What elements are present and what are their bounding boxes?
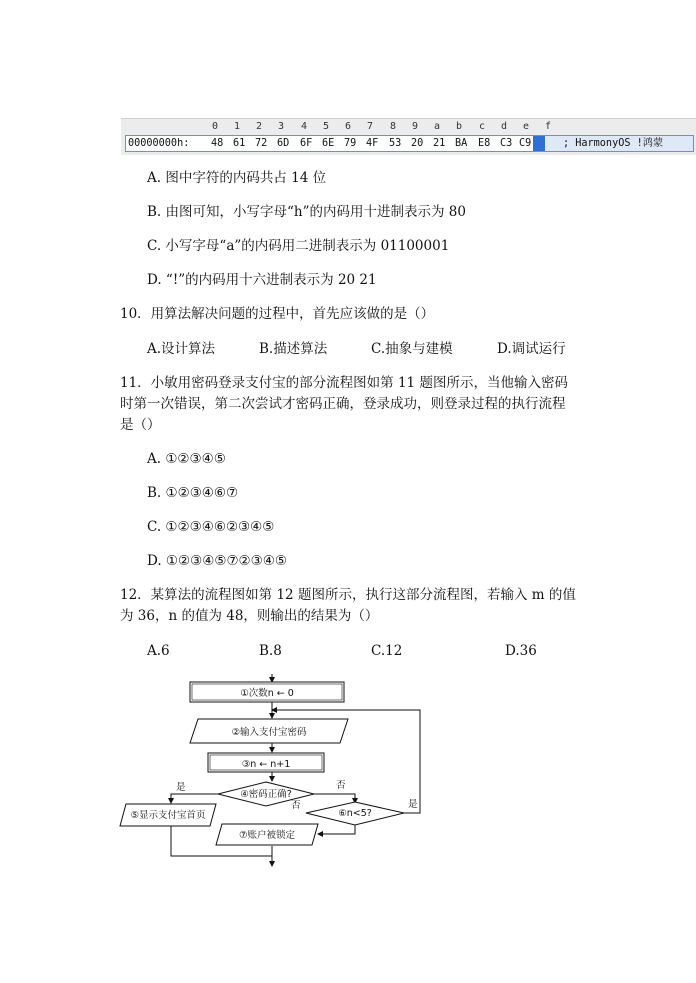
- q11-option-a: A. ①②③④⑤: [147, 451, 226, 467]
- q12-option-c: C.12: [371, 643, 403, 659]
- hex-data-row: [125, 135, 694, 152]
- hex-byte: 20: [411, 138, 424, 149]
- q9-option-d: D. “!”的内码用十六进制表示为 20 21: [147, 272, 377, 288]
- flow-step-2-label: ②输入支付宝密码: [231, 727, 307, 738]
- q11-stem-line2: 时第一次错误，第二次尝试才密码正确，登录成功，则登录过程的执行流程: [120, 396, 566, 412]
- hex-ascii-text: ; HarmonyOS !鸿蒙: [563, 138, 664, 149]
- hex-col: a: [434, 121, 441, 132]
- q12-option-b: B.8: [259, 643, 282, 659]
- hex-col: 0: [212, 121, 219, 132]
- hex-byte: E8: [478, 138, 491, 149]
- flow-label-no: 否: [336, 780, 346, 791]
- q11-option-d: D. ①②③④⑤⑦②③④⑤: [147, 553, 287, 569]
- flow-step-1-label: ①次数n ← 0: [240, 688, 294, 699]
- hex-byte: 48: [211, 138, 224, 149]
- hex-byte: 6D: [277, 138, 290, 149]
- hex-col: 8: [390, 121, 397, 132]
- q11-stem-line1: 11．小敏用密码登录支付宝的部分流程图如第 11 题图所示，当他输入密码: [120, 375, 568, 391]
- flow-step-5-label: ⑤显示支付宝首页: [130, 810, 206, 821]
- flow-step-3-label: ③n ← n+1: [241, 759, 291, 770]
- hex-col: 7: [367, 121, 374, 132]
- login-flowchart: [118, 668, 428, 873]
- q10-option-a: A.设计算法: [147, 341, 216, 357]
- hex-col: b: [456, 121, 463, 132]
- hex-byte: 53: [389, 138, 402, 149]
- hex-col: 1: [234, 121, 241, 132]
- flow-decision-4-label: ④密码正确?: [240, 789, 292, 800]
- hex-byte: 79: [344, 138, 357, 149]
- hex-col: d: [501, 121, 508, 132]
- hex-cursor[interactable]: [533, 136, 545, 151]
- q12-option-d: D.36: [505, 643, 537, 659]
- flow-arrow: [318, 825, 355, 834]
- q10-option-b: B.描述算法: [259, 341, 328, 357]
- hex-byte: 4F: [366, 138, 379, 149]
- hex-col: 9: [412, 121, 419, 132]
- q12-stem-line1: 12．某算法的流程图如第 12 题图所示，执行这部分流程图，若输入 m 的值: [120, 587, 576, 603]
- flow-arrow: [171, 794, 218, 803]
- q11-option-c: C. ①②③④⑥②③④⑤: [147, 519, 275, 535]
- q10-option-c: C.抽象与建模: [371, 341, 453, 357]
- hex-col: 4: [301, 121, 308, 132]
- hex-col: c: [479, 121, 486, 132]
- q10-stem: 10．用算法解决问题的过程中，首先应该做的是（）: [120, 306, 435, 322]
- hex-byte: BA: [455, 138, 468, 149]
- hex-byte: C9: [519, 138, 532, 149]
- q11-option-b: B. ①②③④⑥⑦: [147, 485, 239, 501]
- q9-option-c: C. 小写字母“a”的内码用二进制表示为 01100001: [147, 238, 450, 254]
- hex-editor-view: [121, 118, 696, 155]
- hex-byte: 72: [255, 138, 268, 149]
- hex-col: 5: [323, 121, 330, 132]
- flow-decision-6-label: ⑥n<5?: [338, 808, 372, 819]
- hex-column-header: [121, 121, 696, 135]
- hex-byte: 21: [433, 138, 446, 149]
- q9-option-b: B. 由图可知，小写字母“h”的内码用十进制表示为 80: [147, 204, 466, 220]
- hex-col: f: [545, 121, 552, 132]
- hex-col: 3: [278, 121, 285, 132]
- hex-byte: 6F: [300, 138, 313, 149]
- flow-label-yes: 是: [408, 799, 418, 810]
- flow-step-7-label: ⑦账户被锁定: [238, 830, 296, 841]
- q12-stem-line2: 为 36，n 的值为 48，则输出的结果为（）: [120, 608, 379, 624]
- hex-address: 00000000h:: [128, 138, 190, 149]
- hex-col: e: [523, 121, 530, 132]
- hex-col: 2: [256, 121, 263, 132]
- flow-label-yes: 是: [176, 782, 186, 793]
- hex-col: 6: [345, 121, 352, 132]
- q10-option-d: D.调试运行: [497, 341, 566, 357]
- q11-stem-line3: 是（）: [120, 417, 161, 433]
- q12-option-a: A.6: [147, 643, 170, 659]
- flow-label-no: 否: [291, 800, 301, 811]
- q9-option-a: A. 图中字符的内码共占 14 位: [147, 170, 327, 186]
- hex-byte: 61: [233, 138, 246, 149]
- flow-arrow: [314, 794, 355, 803]
- hex-byte: 6E: [322, 138, 335, 149]
- hex-byte: C3: [500, 138, 513, 149]
